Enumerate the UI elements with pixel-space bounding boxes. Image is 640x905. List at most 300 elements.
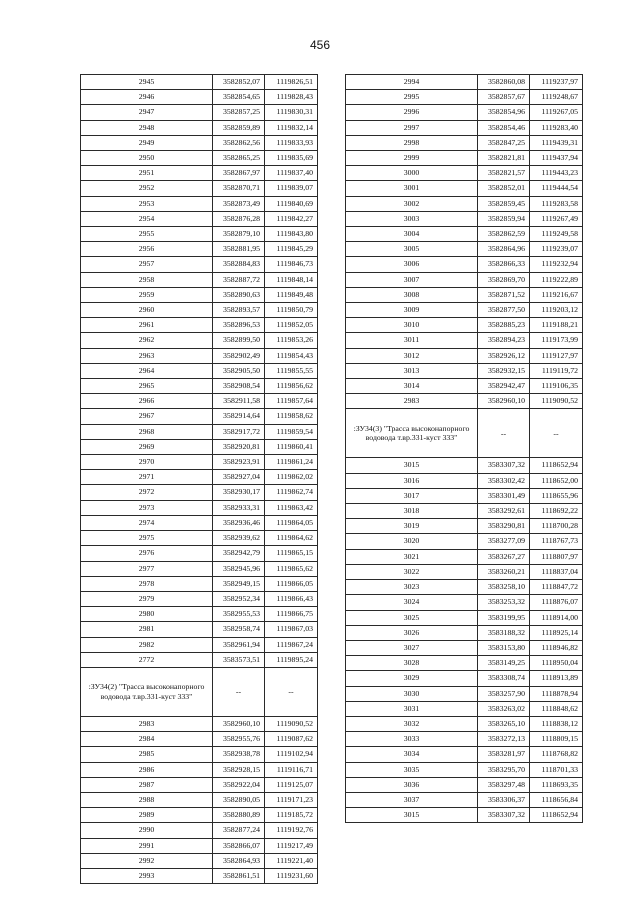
x-coordinate-cell: 3582852,01 [478, 181, 530, 196]
point-number-cell: 3014 [346, 379, 478, 394]
point-number-cell: 2983 [346, 394, 478, 409]
y-coordinate-cell: 1119237,97 [530, 75, 583, 90]
y-coordinate-cell: 1118701,33 [530, 762, 583, 777]
point-number-cell: 2987 [81, 777, 213, 792]
y-coordinate-cell: 1119171,23 [265, 792, 318, 807]
y-coordinate-cell: 1119267,05 [530, 105, 583, 120]
point-number-cell: 3008 [346, 287, 478, 302]
table-row [81, 637, 318, 652]
point-number-cell: 3010 [346, 318, 478, 333]
point-number-cell: 2949 [81, 135, 213, 150]
table-row [81, 348, 318, 363]
x-coordinate-cell: 3582876,28 [213, 211, 265, 226]
table-row [81, 166, 318, 181]
point-number-cell: 2957 [81, 257, 213, 272]
x-coordinate-cell: 3582949,15 [213, 576, 265, 591]
point-number-cell: 3026 [346, 625, 478, 640]
point-number-cell: 2960 [81, 303, 213, 318]
x-coordinate-cell: 3582890,63 [213, 287, 265, 302]
table-row [81, 333, 318, 348]
table-row [346, 394, 583, 409]
x-coordinate-cell: 3582879,10 [213, 227, 265, 242]
table-row [81, 211, 318, 226]
y-coordinate-cell: 1119248,67 [530, 90, 583, 105]
point-number-cell: 2975 [81, 531, 213, 546]
x-coordinate-cell: 3582942,47 [478, 379, 530, 394]
section-header-row [346, 409, 583, 458]
point-number-cell: 2972 [81, 485, 213, 500]
x-coordinate-cell: 3582864,96 [478, 242, 530, 257]
y-coordinate-cell: 1119443,23 [530, 166, 583, 181]
table-row [81, 439, 318, 454]
x-coordinate-cell: 3582866,07 [213, 838, 265, 853]
table-row [81, 622, 318, 637]
x-coordinate-cell: 3582854,46 [478, 120, 530, 135]
x-coordinate-cell: 3582955,76 [213, 732, 265, 747]
y-coordinate-cell: 1118652,00 [530, 473, 583, 488]
x-coordinate-cell: 3582880,89 [213, 808, 265, 823]
y-coordinate-cell: 1119864,05 [265, 515, 318, 530]
x-coordinate-cell: 3583258,10 [478, 580, 530, 595]
point-number-cell: 2985 [81, 747, 213, 762]
table-row [346, 534, 583, 549]
table-row [346, 671, 583, 686]
y-coordinate-cell: 1119217,49 [265, 838, 318, 853]
point-number-cell: 2955 [81, 227, 213, 242]
x-coordinate-cell: 3582854,65 [213, 90, 265, 105]
table-row [81, 747, 318, 762]
x-coordinate-cell: 3582860,08 [478, 75, 530, 90]
point-number-cell: 3009 [346, 303, 478, 318]
x-coordinate-cell: 3583308,74 [478, 671, 530, 686]
x-coordinate-cell: 3583149,25 [478, 656, 530, 671]
table-row [346, 181, 583, 196]
y-coordinate-cell: 1119853,26 [265, 333, 318, 348]
point-number-cell: 2964 [81, 363, 213, 378]
table-row [346, 333, 583, 348]
table-row [81, 257, 318, 272]
x-coordinate-cell: 3583281,97 [478, 747, 530, 762]
table-row [346, 686, 583, 701]
point-number-cell: 3025 [346, 610, 478, 625]
y-coordinate-cell: 1119848,14 [265, 272, 318, 287]
x-coordinate-cell: 3583573,51 [213, 652, 265, 667]
point-number-cell: 2956 [81, 242, 213, 257]
point-number-cell: 2965 [81, 379, 213, 394]
y-coordinate-cell: 1119192,76 [265, 823, 318, 838]
y-coordinate-cell: 1119866,43 [265, 591, 318, 606]
x-coordinate-cell: 3582867,97 [213, 166, 265, 181]
point-number-cell: 2962 [81, 333, 213, 348]
table-row [346, 303, 583, 318]
point-number-cell: 2996 [346, 105, 478, 120]
table-row [346, 701, 583, 716]
point-number-cell: 3033 [346, 732, 478, 747]
point-number-cell: 3021 [346, 549, 478, 564]
x-coordinate-cell: 3582960,10 [478, 394, 530, 409]
y-coordinate-cell: 1119444,54 [530, 181, 583, 196]
table-row [81, 151, 318, 166]
table-row [81, 242, 318, 257]
table-row [81, 120, 318, 135]
x-coordinate-cell: 3583277,09 [478, 534, 530, 549]
table-row [346, 211, 583, 226]
x-coordinate-cell: 3582896,53 [213, 318, 265, 333]
table-row [346, 656, 583, 671]
table-row [81, 561, 318, 576]
point-number-cell: 3036 [346, 777, 478, 792]
point-number-cell: 3013 [346, 363, 478, 378]
point-number-cell: 3004 [346, 227, 478, 242]
x-coordinate-cell: 3583307,32 [478, 808, 530, 823]
y-coordinate-cell: 1119119,72 [530, 363, 583, 378]
point-number-cell: 2989 [81, 808, 213, 823]
point-number-cell: 3012 [346, 348, 478, 363]
table-row [81, 531, 318, 546]
point-number-cell: 3023 [346, 580, 478, 595]
x-coordinate-cell: 3582852,07 [213, 75, 265, 90]
x-coordinate-cell: 3582885,23 [478, 318, 530, 333]
point-number-cell: 2981 [81, 622, 213, 637]
table-row [346, 777, 583, 792]
point-number-cell: 2976 [81, 546, 213, 561]
table-row [81, 823, 318, 838]
table-row [81, 303, 318, 318]
point-number-cell: 2954 [81, 211, 213, 226]
x-coordinate-cell: 3582930,17 [213, 485, 265, 500]
table-row [81, 272, 318, 287]
x-coordinate-cell: 3583253,32 [478, 595, 530, 610]
y-coordinate-cell: 1119867,24 [265, 637, 318, 652]
point-number-cell: 2983 [81, 716, 213, 731]
point-number-cell: 2984 [81, 732, 213, 747]
point-number-cell: 2966 [81, 394, 213, 409]
table-row [346, 747, 583, 762]
x-coordinate-cell: 3582936,46 [213, 515, 265, 530]
table-row [346, 458, 583, 473]
x-coordinate-cell: 3582938,78 [213, 747, 265, 762]
y-coordinate-cell: 1118925,14 [530, 625, 583, 640]
table-row [346, 90, 583, 105]
x-coordinate-cell: 3582945,96 [213, 561, 265, 576]
point-number-cell: 2993 [81, 868, 213, 883]
table-row [81, 777, 318, 792]
point-number-cell: 2961 [81, 318, 213, 333]
x-coordinate-cell: 3583306,37 [478, 792, 530, 807]
point-number-cell: 2953 [81, 196, 213, 211]
x-coordinate-cell: 3582899,50 [213, 333, 265, 348]
y-coordinate-cell: 1119830,31 [265, 105, 318, 120]
table-row [81, 716, 318, 731]
table-row [81, 808, 318, 823]
table-row [346, 792, 583, 807]
table-row [81, 409, 318, 424]
table-row [346, 732, 583, 747]
x-coordinate-cell: 3582881,95 [213, 242, 265, 257]
x-coordinate-cell: 3582864,93 [213, 853, 265, 868]
y-coordinate-cell: 1119862,74 [265, 485, 318, 500]
y-coordinate-cell: 1119850,79 [265, 303, 318, 318]
x-coordinate-cell: 3582961,94 [213, 637, 265, 652]
y-coordinate-cell: 1119188,21 [530, 318, 583, 333]
table-row [346, 227, 583, 242]
y-coordinate-cell: 1119854,43 [265, 348, 318, 363]
y-coordinate-cell: 1118950,04 [530, 656, 583, 671]
point-number-cell: 3015 [346, 808, 478, 823]
point-number-cell: 2988 [81, 792, 213, 807]
y-coordinate-cell: 1119867,03 [265, 622, 318, 637]
x-coordinate-cell: 3583267,27 [478, 549, 530, 564]
x-coordinate-cell: 3582861,51 [213, 868, 265, 883]
point-number-cell: 3027 [346, 640, 478, 655]
x-coordinate-cell: 3583153,80 [478, 640, 530, 655]
x-coordinate-cell: 3582877,24 [213, 823, 265, 838]
table-row [346, 196, 583, 211]
table-row [346, 287, 583, 302]
table-row [346, 610, 583, 625]
point-number-cell: 3034 [346, 747, 478, 762]
x-coordinate-cell: 3582911,58 [213, 394, 265, 409]
point-number-cell: 3030 [346, 686, 478, 701]
y-coordinate-cell: 1119860,41 [265, 439, 318, 454]
y-coordinate-cell: -- [530, 409, 583, 458]
y-coordinate-cell: 1119839,07 [265, 181, 318, 196]
y-coordinate-cell: 1119845,29 [265, 242, 318, 257]
x-coordinate-cell: 3582865,25 [213, 151, 265, 166]
x-coordinate-cell: 3582927,04 [213, 470, 265, 485]
y-coordinate-cell: 1119106,35 [530, 379, 583, 394]
table-row [346, 473, 583, 488]
x-coordinate-cell: 3582952,34 [213, 591, 265, 606]
y-coordinate-cell: 1118838,12 [530, 716, 583, 731]
x-coordinate-cell: 3582933,31 [213, 500, 265, 515]
x-coordinate-cell: 3582955,53 [213, 607, 265, 622]
point-number-cell: 2978 [81, 576, 213, 591]
point-number-cell: 3016 [346, 473, 478, 488]
y-coordinate-cell: 1119865,15 [265, 546, 318, 561]
y-coordinate-cell: 1118946,82 [530, 640, 583, 655]
x-coordinate-cell: 3582923,91 [213, 455, 265, 470]
y-coordinate-cell: 1119861,24 [265, 455, 318, 470]
table-row [81, 762, 318, 777]
y-coordinate-cell: 1118655,96 [530, 488, 583, 503]
y-coordinate-cell: 1119866,75 [265, 607, 318, 622]
table-row [81, 181, 318, 196]
y-coordinate-cell: 1119895,24 [265, 652, 318, 667]
table-row [81, 607, 318, 622]
y-coordinate-cell: 1119857,64 [265, 394, 318, 409]
point-number-cell: 3032 [346, 716, 478, 731]
table-row [81, 424, 318, 439]
x-coordinate-cell: 3583188,32 [478, 625, 530, 640]
table-row [346, 135, 583, 150]
y-coordinate-cell: 1118652,94 [530, 458, 583, 473]
table-row [346, 564, 583, 579]
table-row [81, 652, 318, 667]
x-coordinate-cell: 3582902,49 [213, 348, 265, 363]
table-row [81, 196, 318, 211]
y-coordinate-cell: 1119864,62 [265, 531, 318, 546]
x-coordinate-cell: 3582939,62 [213, 531, 265, 546]
point-number-cell: 2952 [81, 181, 213, 196]
x-coordinate-cell: 3582870,71 [213, 181, 265, 196]
y-coordinate-cell: 1119863,42 [265, 500, 318, 515]
point-number-cell: 2968 [81, 424, 213, 439]
point-number-cell: 2946 [81, 90, 213, 105]
table-row [346, 640, 583, 655]
point-number-cell: 2967 [81, 409, 213, 424]
point-number-cell: 2969 [81, 439, 213, 454]
point-number-cell: 3029 [346, 671, 478, 686]
point-number-cell: 2951 [81, 166, 213, 181]
x-coordinate-cell: 3582894,23 [478, 333, 530, 348]
x-coordinate-cell: 3582932,15 [478, 363, 530, 378]
x-coordinate-cell: 3583302,42 [478, 473, 530, 488]
point-number-cell: 3028 [346, 656, 478, 671]
table-row [346, 519, 583, 534]
point-number-cell: 2950 [81, 151, 213, 166]
table-row [346, 716, 583, 731]
x-coordinate-cell: 3582859,45 [478, 196, 530, 211]
x-coordinate-cell: 3583272,13 [478, 732, 530, 747]
section-title-cell: :ЗУ34(2) "Трасса высоконапорного водовода т.вр.331-куст 333" [81, 667, 213, 716]
x-coordinate-cell: 3583295,70 [478, 762, 530, 777]
table-row [81, 287, 318, 302]
x-coordinate-cell: 3582869,70 [478, 272, 530, 287]
y-coordinate-cell: 1118768,82 [530, 747, 583, 762]
x-coordinate-cell: 3582871,52 [478, 287, 530, 302]
point-number-cell: 3005 [346, 242, 478, 257]
y-coordinate-cell: 1118693,35 [530, 777, 583, 792]
y-coordinate-cell: 1118913,89 [530, 671, 583, 686]
table-row [346, 257, 583, 272]
x-coordinate-cell: 3582958,74 [213, 622, 265, 637]
y-coordinate-cell: 1119222,89 [530, 272, 583, 287]
x-coordinate-cell: 3582928,15 [213, 762, 265, 777]
table-row [346, 549, 583, 564]
x-coordinate-cell: 3582821,57 [478, 166, 530, 181]
y-coordinate-cell: 1118878,94 [530, 686, 583, 701]
table-row [346, 580, 583, 595]
y-coordinate-cell: 1118807,97 [530, 549, 583, 564]
table-row [81, 546, 318, 561]
y-coordinate-cell: 1119852,05 [265, 318, 318, 333]
table-row [346, 151, 583, 166]
table-row [346, 105, 583, 120]
y-coordinate-cell: 1119090,52 [530, 394, 583, 409]
x-coordinate-cell: 3582862,59 [478, 227, 530, 242]
x-coordinate-cell: 3583199,95 [478, 610, 530, 625]
y-coordinate-cell: 1119439,31 [530, 135, 583, 150]
x-coordinate-cell: 3582866,33 [478, 257, 530, 272]
table-row [81, 591, 318, 606]
point-number-cell: 2998 [346, 135, 478, 150]
x-coordinate-cell: 3582917,72 [213, 424, 265, 439]
x-coordinate-cell: 3582857,67 [478, 90, 530, 105]
table-row [346, 318, 583, 333]
y-coordinate-cell: 1119849,48 [265, 287, 318, 302]
x-coordinate-cell: 3582877,50 [478, 303, 530, 318]
y-coordinate-cell: 1118809,15 [530, 732, 583, 747]
y-coordinate-cell: 1119866,05 [265, 576, 318, 591]
table-row [81, 455, 318, 470]
point-number-cell: 3006 [346, 257, 478, 272]
table-row [81, 90, 318, 105]
y-coordinate-cell: 1118652,94 [530, 808, 583, 823]
y-coordinate-cell: 1118876,07 [530, 595, 583, 610]
x-coordinate-cell: 3582821,81 [478, 151, 530, 166]
x-coordinate-cell: 3582887,72 [213, 272, 265, 287]
point-number-cell: 3017 [346, 488, 478, 503]
y-coordinate-cell: 1119232,94 [530, 257, 583, 272]
point-number-cell: 3020 [346, 534, 478, 549]
table-row [81, 485, 318, 500]
point-number-cell: 3011 [346, 333, 478, 348]
point-number-cell: 2959 [81, 287, 213, 302]
table-row [346, 379, 583, 394]
x-coordinate-cell: 3582859,94 [478, 211, 530, 226]
y-coordinate-cell: 1119826,51 [265, 75, 318, 90]
y-coordinate-cell: 1119846,73 [265, 257, 318, 272]
table-row [346, 242, 583, 257]
y-coordinate-cell: 1118700,28 [530, 519, 583, 534]
point-number-cell: 2982 [81, 637, 213, 652]
x-coordinate-cell: 3583301,49 [478, 488, 530, 503]
table-row [81, 227, 318, 242]
y-coordinate-cell: 1118767,73 [530, 534, 583, 549]
y-coordinate-cell: 1118914,00 [530, 610, 583, 625]
y-coordinate-cell: 1119837,40 [265, 166, 318, 181]
x-coordinate-cell: 3582873,49 [213, 196, 265, 211]
y-coordinate-cell: 1118847,72 [530, 580, 583, 595]
point-number-cell: 2990 [81, 823, 213, 838]
y-coordinate-cell: 1119437,94 [530, 151, 583, 166]
table-row [346, 808, 583, 823]
y-coordinate-cell: 1119858,62 [265, 409, 318, 424]
point-number-cell: 3031 [346, 701, 478, 716]
table-row [81, 838, 318, 853]
point-number-cell: 3019 [346, 519, 478, 534]
x-coordinate-cell: 3583290,81 [478, 519, 530, 534]
point-number-cell: 2963 [81, 348, 213, 363]
right-coordinates-table [345, 74, 583, 823]
x-coordinate-cell: 3582893,57 [213, 303, 265, 318]
table-row [81, 868, 318, 883]
table-row [81, 470, 318, 485]
y-coordinate-cell: 1119125,07 [265, 777, 318, 792]
y-coordinate-cell: 1119185,72 [265, 808, 318, 823]
page-number: 456 [309, 38, 331, 52]
left-coordinates-table [80, 74, 318, 884]
table-row [81, 363, 318, 378]
point-number-cell: 2971 [81, 470, 213, 485]
point-number-cell: 2999 [346, 151, 478, 166]
y-coordinate-cell: 1119862,02 [265, 470, 318, 485]
table-row [346, 625, 583, 640]
x-coordinate-cell: 3582857,25 [213, 105, 265, 120]
y-coordinate-cell: 1119855,55 [265, 363, 318, 378]
point-number-cell: 2986 [81, 762, 213, 777]
point-number-cell: 2945 [81, 75, 213, 90]
point-number-cell: 3003 [346, 211, 478, 226]
y-coordinate-cell: 1118837,04 [530, 564, 583, 579]
x-coordinate-cell: 3582847,25 [478, 135, 530, 150]
table-row [81, 792, 318, 807]
table-row [81, 500, 318, 515]
y-coordinate-cell: 1119239,07 [530, 242, 583, 257]
y-coordinate-cell: 1119090,52 [265, 716, 318, 731]
x-coordinate-cell: 3583265,10 [478, 716, 530, 731]
